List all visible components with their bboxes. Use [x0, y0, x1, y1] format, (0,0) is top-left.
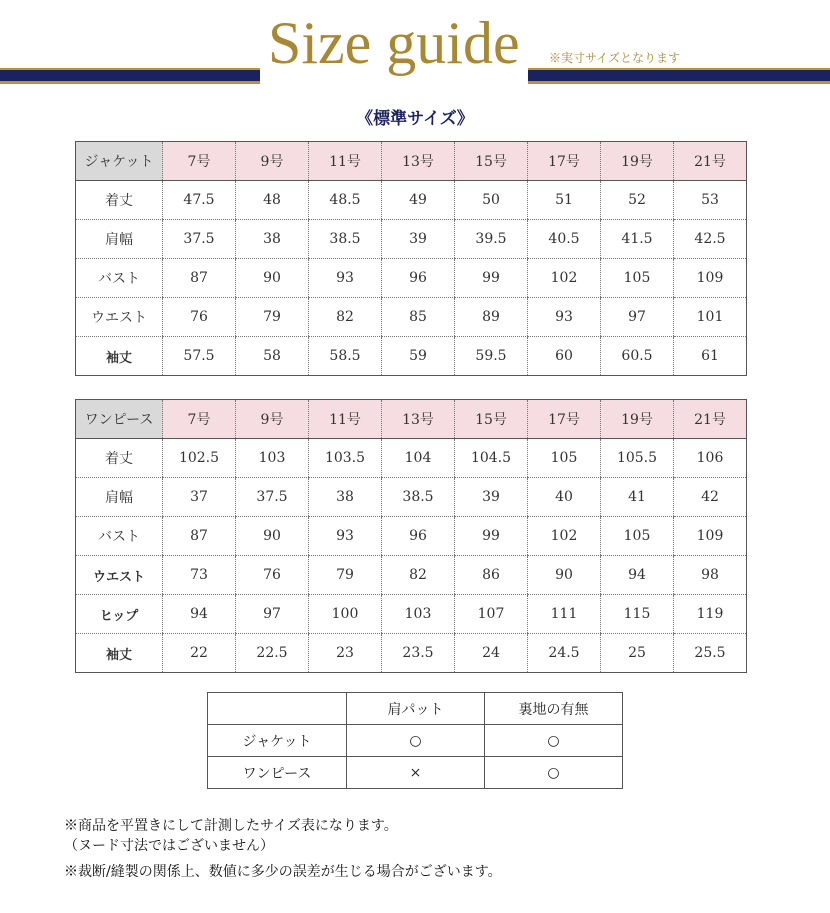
spec-header-row: [208, 693, 623, 725]
table-cell: 76: [163, 298, 236, 337]
size-column-header: 21号: [674, 400, 747, 439]
table-cell: 76: [236, 556, 309, 595]
table-cell: 99: [455, 259, 528, 298]
size-column-header: 19号: [601, 400, 674, 439]
table-cell: 57.5: [163, 337, 236, 376]
jacket-size-table: [75, 141, 747, 376]
table-cell: 40: [528, 478, 601, 517]
row-label: ウエスト: [76, 298, 163, 337]
table-cell: 102: [528, 259, 601, 298]
table-cell: 48.5: [309, 181, 382, 220]
table-cell: 23: [309, 634, 382, 673]
spec-row-label: ワンピース: [208, 757, 347, 789]
table-cell: 87: [163, 517, 236, 556]
table-cell: 41: [601, 478, 674, 517]
table-cell: 79: [236, 298, 309, 337]
table-cell: 39.5: [455, 220, 528, 259]
table-cell: 37: [163, 478, 236, 517]
table-cell: 97: [236, 595, 309, 634]
size-column-header: 17号: [528, 400, 601, 439]
size-column-header: 15号: [455, 400, 528, 439]
table-cell: 109: [674, 517, 747, 556]
table-cell: 37.5: [163, 220, 236, 259]
table-row: [76, 337, 747, 376]
table-cell: 58.5: [309, 337, 382, 376]
table-row: [76, 517, 747, 556]
table-cell: 106: [674, 439, 747, 478]
row-label: ヒップ: [76, 595, 163, 634]
row-label: 着丈: [76, 181, 163, 220]
table-cell: 22.5: [236, 634, 309, 673]
table-row: [76, 478, 747, 517]
spec-row-label: ジャケット: [208, 725, 347, 757]
note-line: ※裁断/縫製の関係上、数値に多少の誤差が生じる場合がございます。: [64, 864, 502, 880]
note-line: ※商品を平置きにして計測したサイズ表になります。: [64, 818, 398, 834]
table-cell: 24: [455, 634, 528, 673]
table-cell: 82: [309, 298, 382, 337]
table-cell: 47.5: [163, 181, 236, 220]
table-cell: 103: [382, 595, 455, 634]
size-column-header: 9号: [236, 142, 309, 181]
spec-cell-lining: ○: [485, 725, 623, 757]
onepiece-corner-label: ワンピース: [76, 400, 163, 439]
spec-row: [208, 725, 623, 757]
size-column-header: 15号: [455, 142, 528, 181]
row-label: 肩幅: [76, 478, 163, 517]
table-row: [76, 181, 747, 220]
table-cell: 61: [674, 337, 747, 376]
size-column-header: 9号: [236, 400, 309, 439]
table-cell: 50: [455, 181, 528, 220]
table-cell: 38: [309, 478, 382, 517]
page-title: Size guide: [260, 4, 528, 84]
size-column-header: 17号: [528, 142, 601, 181]
table-cell: 107: [455, 595, 528, 634]
table-cell: 38.5: [382, 478, 455, 517]
table-cell: 51: [528, 181, 601, 220]
table-row: [76, 595, 747, 634]
table-cell: 60.5: [601, 337, 674, 376]
table-cell: 93: [528, 298, 601, 337]
spec-row: [208, 757, 623, 789]
table-cell: 97: [601, 298, 674, 337]
spec-cell-shoulder-pad: ×: [347, 757, 485, 789]
table-cell: 39: [382, 220, 455, 259]
table-cell: 49: [382, 181, 455, 220]
table-cell: 40.5: [528, 220, 601, 259]
row-label: バスト: [76, 517, 163, 556]
onepiece-header-row: [76, 400, 747, 439]
notes: [64, 816, 502, 882]
table-cell: 58: [236, 337, 309, 376]
table-cell: 23.5: [382, 634, 455, 673]
table-row: [76, 634, 747, 673]
table-cell: 48: [236, 181, 309, 220]
table-cell: 38.5: [309, 220, 382, 259]
row-label: 袖丈: [105, 350, 132, 366]
table-cell: 96: [382, 517, 455, 556]
size-column-header: 19号: [601, 142, 674, 181]
table-cell: 41.5: [601, 220, 674, 259]
table-cell: 38: [236, 220, 309, 259]
table-cell: 93: [309, 259, 382, 298]
table-cell: 99: [455, 517, 528, 556]
jacket-corner-label: ジャケット: [76, 142, 163, 181]
table-cell: 104: [382, 439, 455, 478]
row-label: ウエスト: [76, 556, 163, 595]
table-cell: 89: [455, 298, 528, 337]
table-cell: 105.5: [601, 439, 674, 478]
size-column-header: 7号: [163, 142, 236, 181]
spec-header-shoulder-pad: 肩パット: [347, 693, 485, 725]
table-cell: 94: [163, 595, 236, 634]
jacket-header-row: [76, 142, 747, 181]
table-cell: 102: [528, 517, 601, 556]
table-cell: 25: [601, 634, 674, 673]
table-cell: 73: [163, 556, 236, 595]
spec-table: [207, 692, 623, 789]
page-subtitle: ※実寸サイズとなります: [545, 50, 684, 66]
table-cell: 103.5: [309, 439, 382, 478]
table-cell: 79: [309, 556, 382, 595]
section-heading: 《標準サイズ》: [356, 109, 474, 129]
table-cell: 115: [601, 595, 674, 634]
row-label: 着丈: [76, 439, 163, 478]
table-cell: 82: [382, 556, 455, 595]
table-cell: 24.5: [528, 634, 601, 673]
size-column-header: 11号: [309, 142, 382, 181]
table-row: [76, 259, 747, 298]
table-cell: 90: [528, 556, 601, 595]
spec-cell-lining: ○: [485, 757, 623, 789]
table-cell: 53: [674, 181, 747, 220]
table-cell: 42: [674, 478, 747, 517]
table-cell: 93: [309, 517, 382, 556]
table-cell: 59.5: [455, 337, 528, 376]
row-label: 袖丈: [105, 647, 132, 663]
table-cell: 102.5: [163, 439, 236, 478]
table-cell: 39: [455, 478, 528, 517]
row-label: バスト: [76, 259, 163, 298]
table-row: [76, 556, 747, 595]
row-label: 肩幅: [76, 220, 163, 259]
table-cell: 105: [528, 439, 601, 478]
table-cell: 105: [601, 259, 674, 298]
table-cell: 105: [601, 517, 674, 556]
table-cell: 101: [674, 298, 747, 337]
table-cell: 85: [382, 298, 455, 337]
table-cell: 86: [455, 556, 528, 595]
table-row: [76, 220, 747, 259]
spec-header-lining: 裏地の有無: [485, 693, 623, 725]
table-cell: 37.5: [236, 478, 309, 517]
table-cell: 42.5: [674, 220, 747, 259]
table-cell: 96: [382, 259, 455, 298]
table-cell: 22: [163, 634, 236, 673]
table-cell: 60: [528, 337, 601, 376]
table-cell: 90: [236, 259, 309, 298]
size-column-header: 13号: [382, 142, 455, 181]
table-cell: 104.5: [455, 439, 528, 478]
table-cell: 103: [236, 439, 309, 478]
onepiece-size-table: [75, 399, 747, 673]
size-column-header: 21号: [674, 142, 747, 181]
table-cell: 100: [309, 595, 382, 634]
note-line: （ヌード寸法ではございません）: [64, 838, 274, 854]
table-cell: 52: [601, 181, 674, 220]
table-cell: 90: [236, 517, 309, 556]
table-cell: 109: [674, 259, 747, 298]
table-row: [76, 439, 747, 478]
table-cell: 59: [382, 337, 455, 376]
spec-cell-shoulder-pad: ○: [347, 725, 485, 757]
table-cell: 87: [163, 259, 236, 298]
spec-header-empty: [208, 693, 347, 725]
size-column-header: 11号: [309, 400, 382, 439]
table-cell: 119: [674, 595, 747, 634]
size-column-header: 13号: [382, 400, 455, 439]
table-row: [76, 298, 747, 337]
table-cell: 98: [674, 556, 747, 595]
size-column-header: 7号: [163, 400, 236, 439]
table-cell: 94: [601, 556, 674, 595]
table-cell: 25.5: [674, 634, 747, 673]
table-cell: 111: [528, 595, 601, 634]
